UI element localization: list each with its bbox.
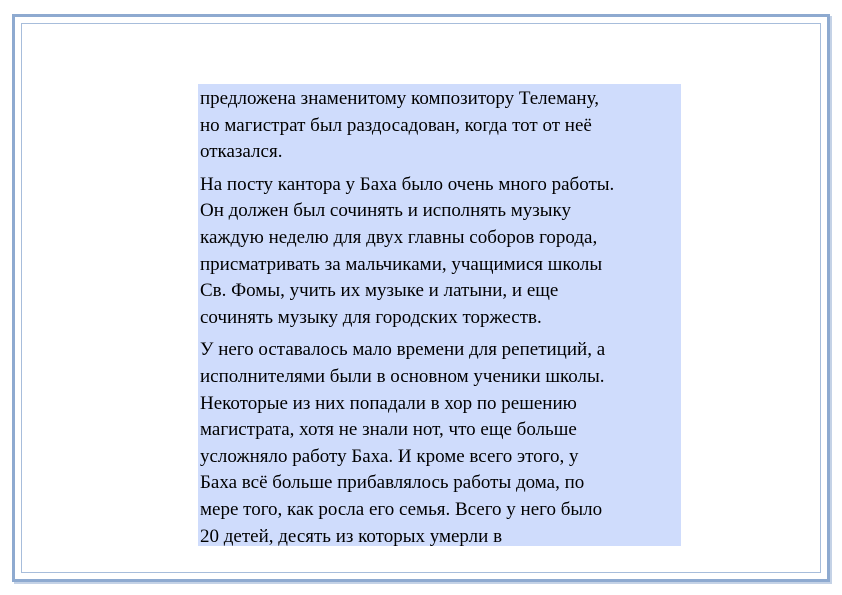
paragraph-line: сочинять музыку для городских торжеств. — [200, 306, 542, 328]
paragraph-line: усложняло работу Баха. И кроме всего этого, у — [200, 445, 579, 467]
paragraph-line: Он должен был сочинять и исполнять музыку — [200, 200, 572, 222]
paragraph-1 — [200, 86, 678, 166]
paragraph-line: предложена знаменитому композитору Телеману, — [200, 88, 599, 109]
paragraph-line: Некоторые из них попадали в хор по решению — [200, 392, 577, 414]
paragraph-line: Баха всё больше прибавлялось работы дома, по — [200, 472, 585, 494]
paragraph-2 — [200, 172, 678, 332]
text-block — [198, 84, 681, 546]
paragraph-line: На посту кантора у Баха было очень много работы. — [200, 173, 615, 195]
paragraph-line: У него оставалось мало времени для репетиций, а — [200, 339, 606, 361]
paragraph-line: отказался. — [200, 141, 283, 163]
paragraph-line: мере того, как росла его семья. Всего у него было — [200, 498, 603, 520]
paragraph-line: но магистрат был раздосадован, когда тот от неё — [200, 114, 592, 136]
paragraph-line: магистрата, хотя не знали нот, что еще больше — [200, 419, 577, 441]
paragraph-line: Св. Фомы, учить их музыке и латыни, и еще — [200, 280, 559, 302]
paragraph-line: каждую неделю для двух главны соборов города, — [200, 226, 598, 248]
paragraph-3 — [200, 337, 678, 546]
paragraph-line: 20 детей, десять из которых умерли в — [200, 525, 503, 546]
paragraph-line: присматривать за мальчиками, учащимися школы — [200, 253, 603, 275]
paragraph-line: исполнителями были в основном ученики школы. — [200, 365, 605, 387]
